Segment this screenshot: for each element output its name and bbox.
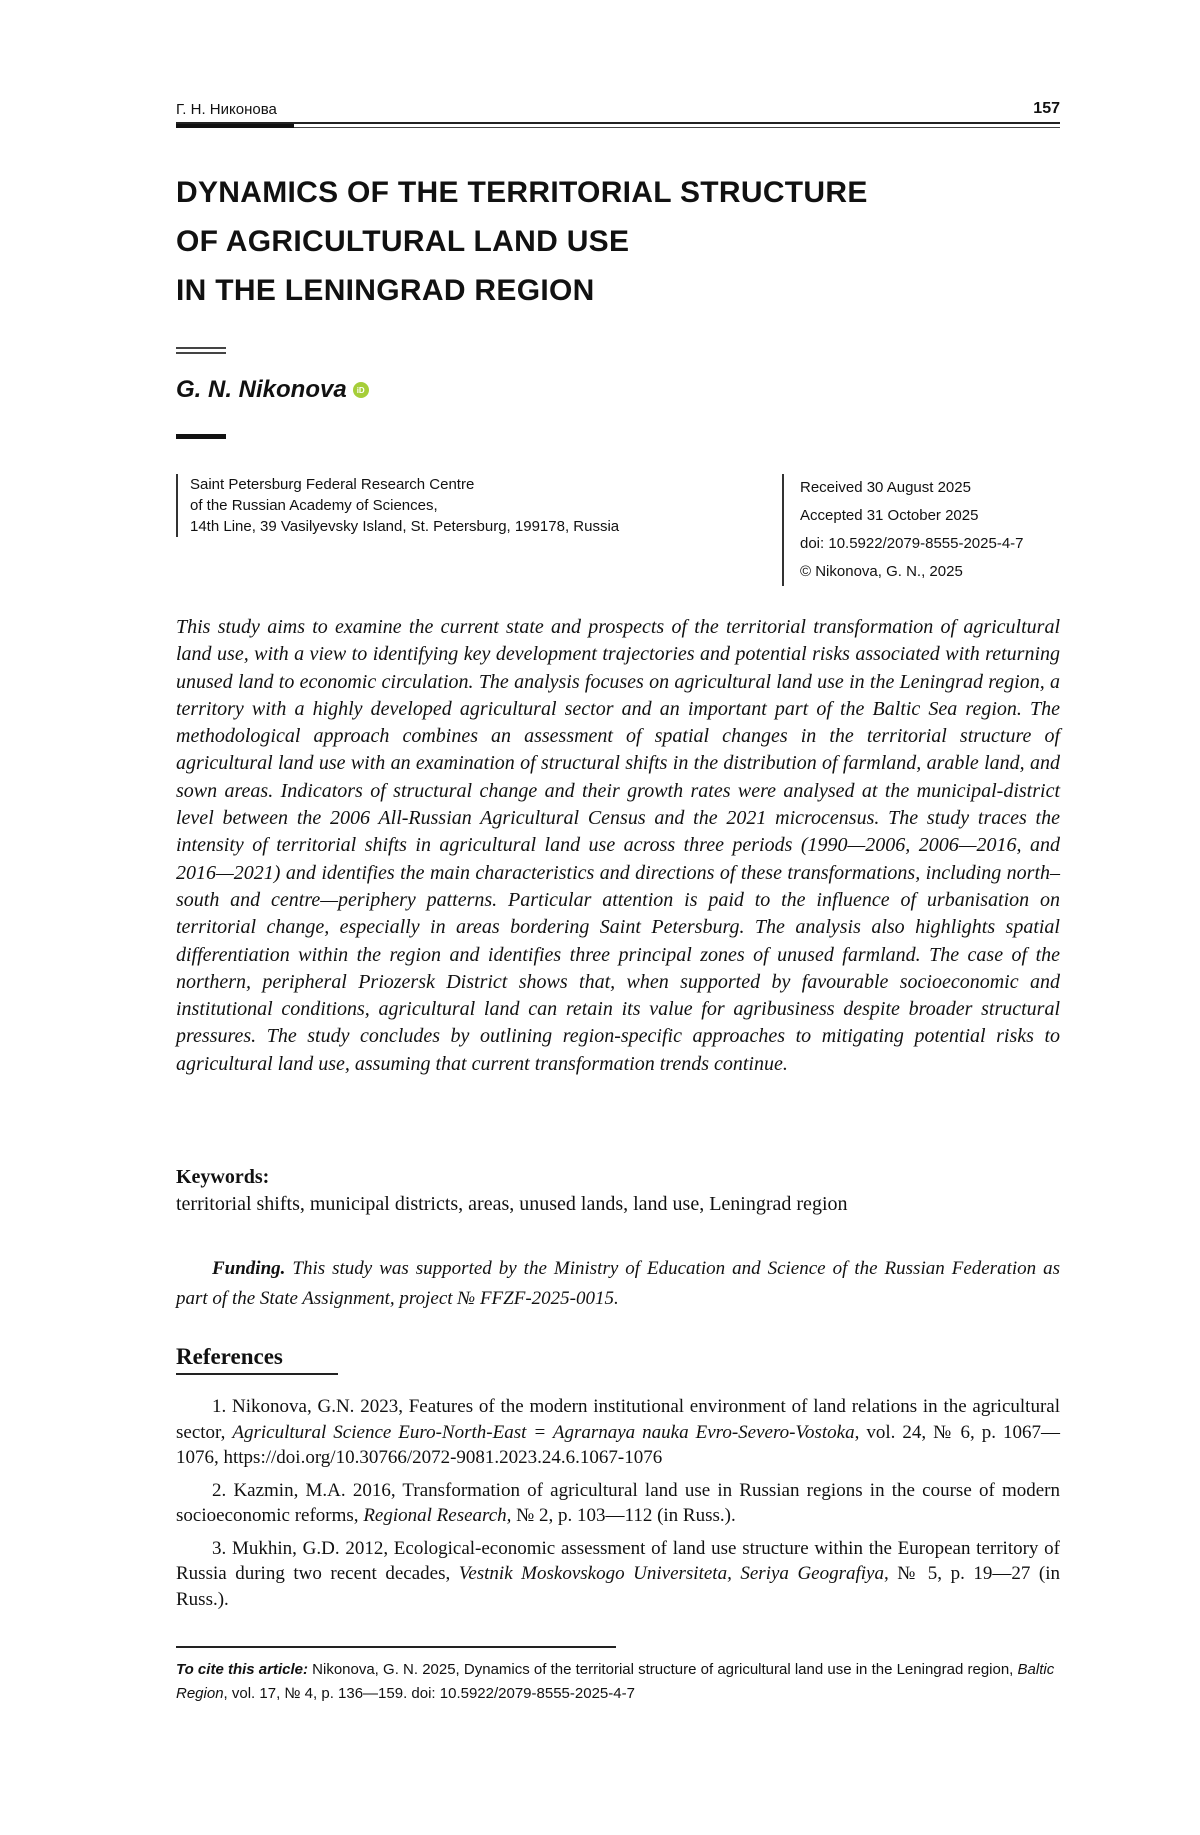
ref-text: , vol. 24, № 6, p. 1067—1076, https://doi.org/10.30766/2072-9081.2023.24.6.1067-1076: [176, 1422, 1060, 1469]
affiliation-line: 14th Line, 39 Vasilyevsky Island, St. Petersburg, 199178, Russia: [190, 516, 619, 537]
article-meta: [782, 474, 1024, 586]
author-name: G. N. Nikonova: [176, 376, 347, 404]
references-heading: References: [176, 1344, 338, 1375]
copyright: © Nikonova, G. N., 2025: [800, 558, 1024, 586]
citation-journal: Baltic Region: [176, 1661, 1054, 1702]
ref-text: 1. Nikonova, G.N. 2023, Features of the modern institutional environment of land relations in the agricultural sector,: [176, 1396, 1060, 1443]
doi[interactable]: doi: 10.5922/2079-8555-2025-4-7: [800, 530, 1024, 558]
ref-text: 3. Mukhin, G.D. 2012, Ecological-economic assessment of land use structure within the European territory of Russia during two recent decades,: [176, 1538, 1060, 1585]
ref-text: № 2, p. 103—112 (in Russ.).: [511, 1505, 735, 1526]
article-title: [176, 168, 868, 315]
abstract: This study aims to examine the current state and prospects of the territorial transformation of agricultural land use, with a view to identifying key development trajectories and potential risks associated with returning unused land to economic circulation. The analysis focuses on agricultural land use in the Leningrad region, a territory with a highly developed agricultural sector and an important part of the Baltic Sea region. The methodological approach combines an assessment of spatial changes in the territorial structure of agricultural land use with an examination of structural shifts in the distribution of farmland, arable land, and sown areas. Indicators of structural change and their growth rates were analysed at the municipal-district level between the 2006 All-Russian Agricultural Census and the 2021 microcensus. The study traces the intensity of territorial shifts in agricultural land use across three periods (1990—2006, 2006—2016, and 2016—2021) and identifies the main characteristics and directions of these transformations, including north–south and centre—periphery patterns. Particular attention is paid to the influence of urbanisation on territorial change, especially in areas bordering Saint Petersburg. The analysis also highlights spatial differentiation within the region and identifies three principal zones of unused farmland. The case of the northern, peripheral Priozersk District shows that, when supported by favourable socioeconomic and institutional conditions, agricultural land can retain its value for agribusiness despite broader structural pressures. The study concludes by outlining region-specific approaches to mitigating potential risks to agricultural land use, assuming that current transformation trends continue.: [176, 614, 1060, 1078]
citation-text: , vol. 17, № 4, p. 136—159. doi: 10.5922/2079-8555-2025-4-7: [224, 1685, 635, 1702]
funding-text: This study was supported by the Ministry of Education and Science of the Russian Federation as part of the State Assignment, project № FFZF-2025-0015.: [176, 1258, 1060, 1309]
footnote-rule: [176, 1646, 616, 1648]
reference-item: [176, 1536, 1060, 1613]
article-page: [0, 0, 1200, 1835]
references-list: [176, 1394, 1060, 1619]
thick-divider: [176, 434, 226, 439]
running-header-author: Г. Н. Никонова: [176, 101, 277, 118]
ref-journal: Regional Research,: [363, 1505, 511, 1526]
reference-item: [176, 1394, 1060, 1471]
citation-text: Nikonova, G. N. 2025, Dynamics of the territorial structure of agricultural land use in the Leningrad region,: [308, 1661, 1018, 1678]
title-line: OF AGRICULTURAL LAND USE: [176, 217, 868, 266]
citation-label: To cite this article:: [176, 1661, 308, 1678]
keywords-heading: Keywords:: [176, 1166, 269, 1189]
funding: [176, 1254, 1060, 1314]
author: [176, 376, 369, 404]
ref-text: 2. Kazmin, M.A. 2016, Transformation of agricultural land use in Russian regions in the course of modern socioeconomic reforms,: [176, 1480, 1060, 1527]
funding-label: Funding.: [212, 1258, 285, 1279]
header-rule: [176, 122, 1060, 128]
received-date: Received 30 August 2025: [800, 474, 1024, 502]
ref-journal: Agricultural Science Euro-North-East = Agrarnaya nauka Evro-Severo-Vostoka: [232, 1422, 854, 1443]
citation: [176, 1658, 1060, 1706]
keywords: territorial shifts, municipal districts, areas, unused lands, land use, Leningrad region: [176, 1193, 848, 1216]
page-number: 157: [1033, 100, 1060, 118]
ref-text: , № 5, p. 19—27 (in Russ.).: [176, 1563, 1060, 1610]
ref-journal: Vestnik Moskovskogo Universiteta, Seriya Geografiya: [459, 1563, 884, 1584]
accepted-date: Accepted 31 October 2025: [800, 502, 1024, 530]
affiliation-line: of the Russian Academy of Sciences,: [190, 495, 619, 516]
reference-item: [176, 1478, 1060, 1529]
title-line: DYNAMICS OF THE TERRITORIAL STRUCTURE: [176, 168, 868, 217]
orcid-icon[interactable]: iD: [353, 382, 369, 398]
title-line: IN THE LENINGRAD REGION: [176, 266, 868, 315]
affiliation-line: Saint Petersburg Federal Research Centre: [190, 474, 619, 495]
affiliation: [176, 474, 619, 537]
double-divider: [176, 347, 226, 354]
